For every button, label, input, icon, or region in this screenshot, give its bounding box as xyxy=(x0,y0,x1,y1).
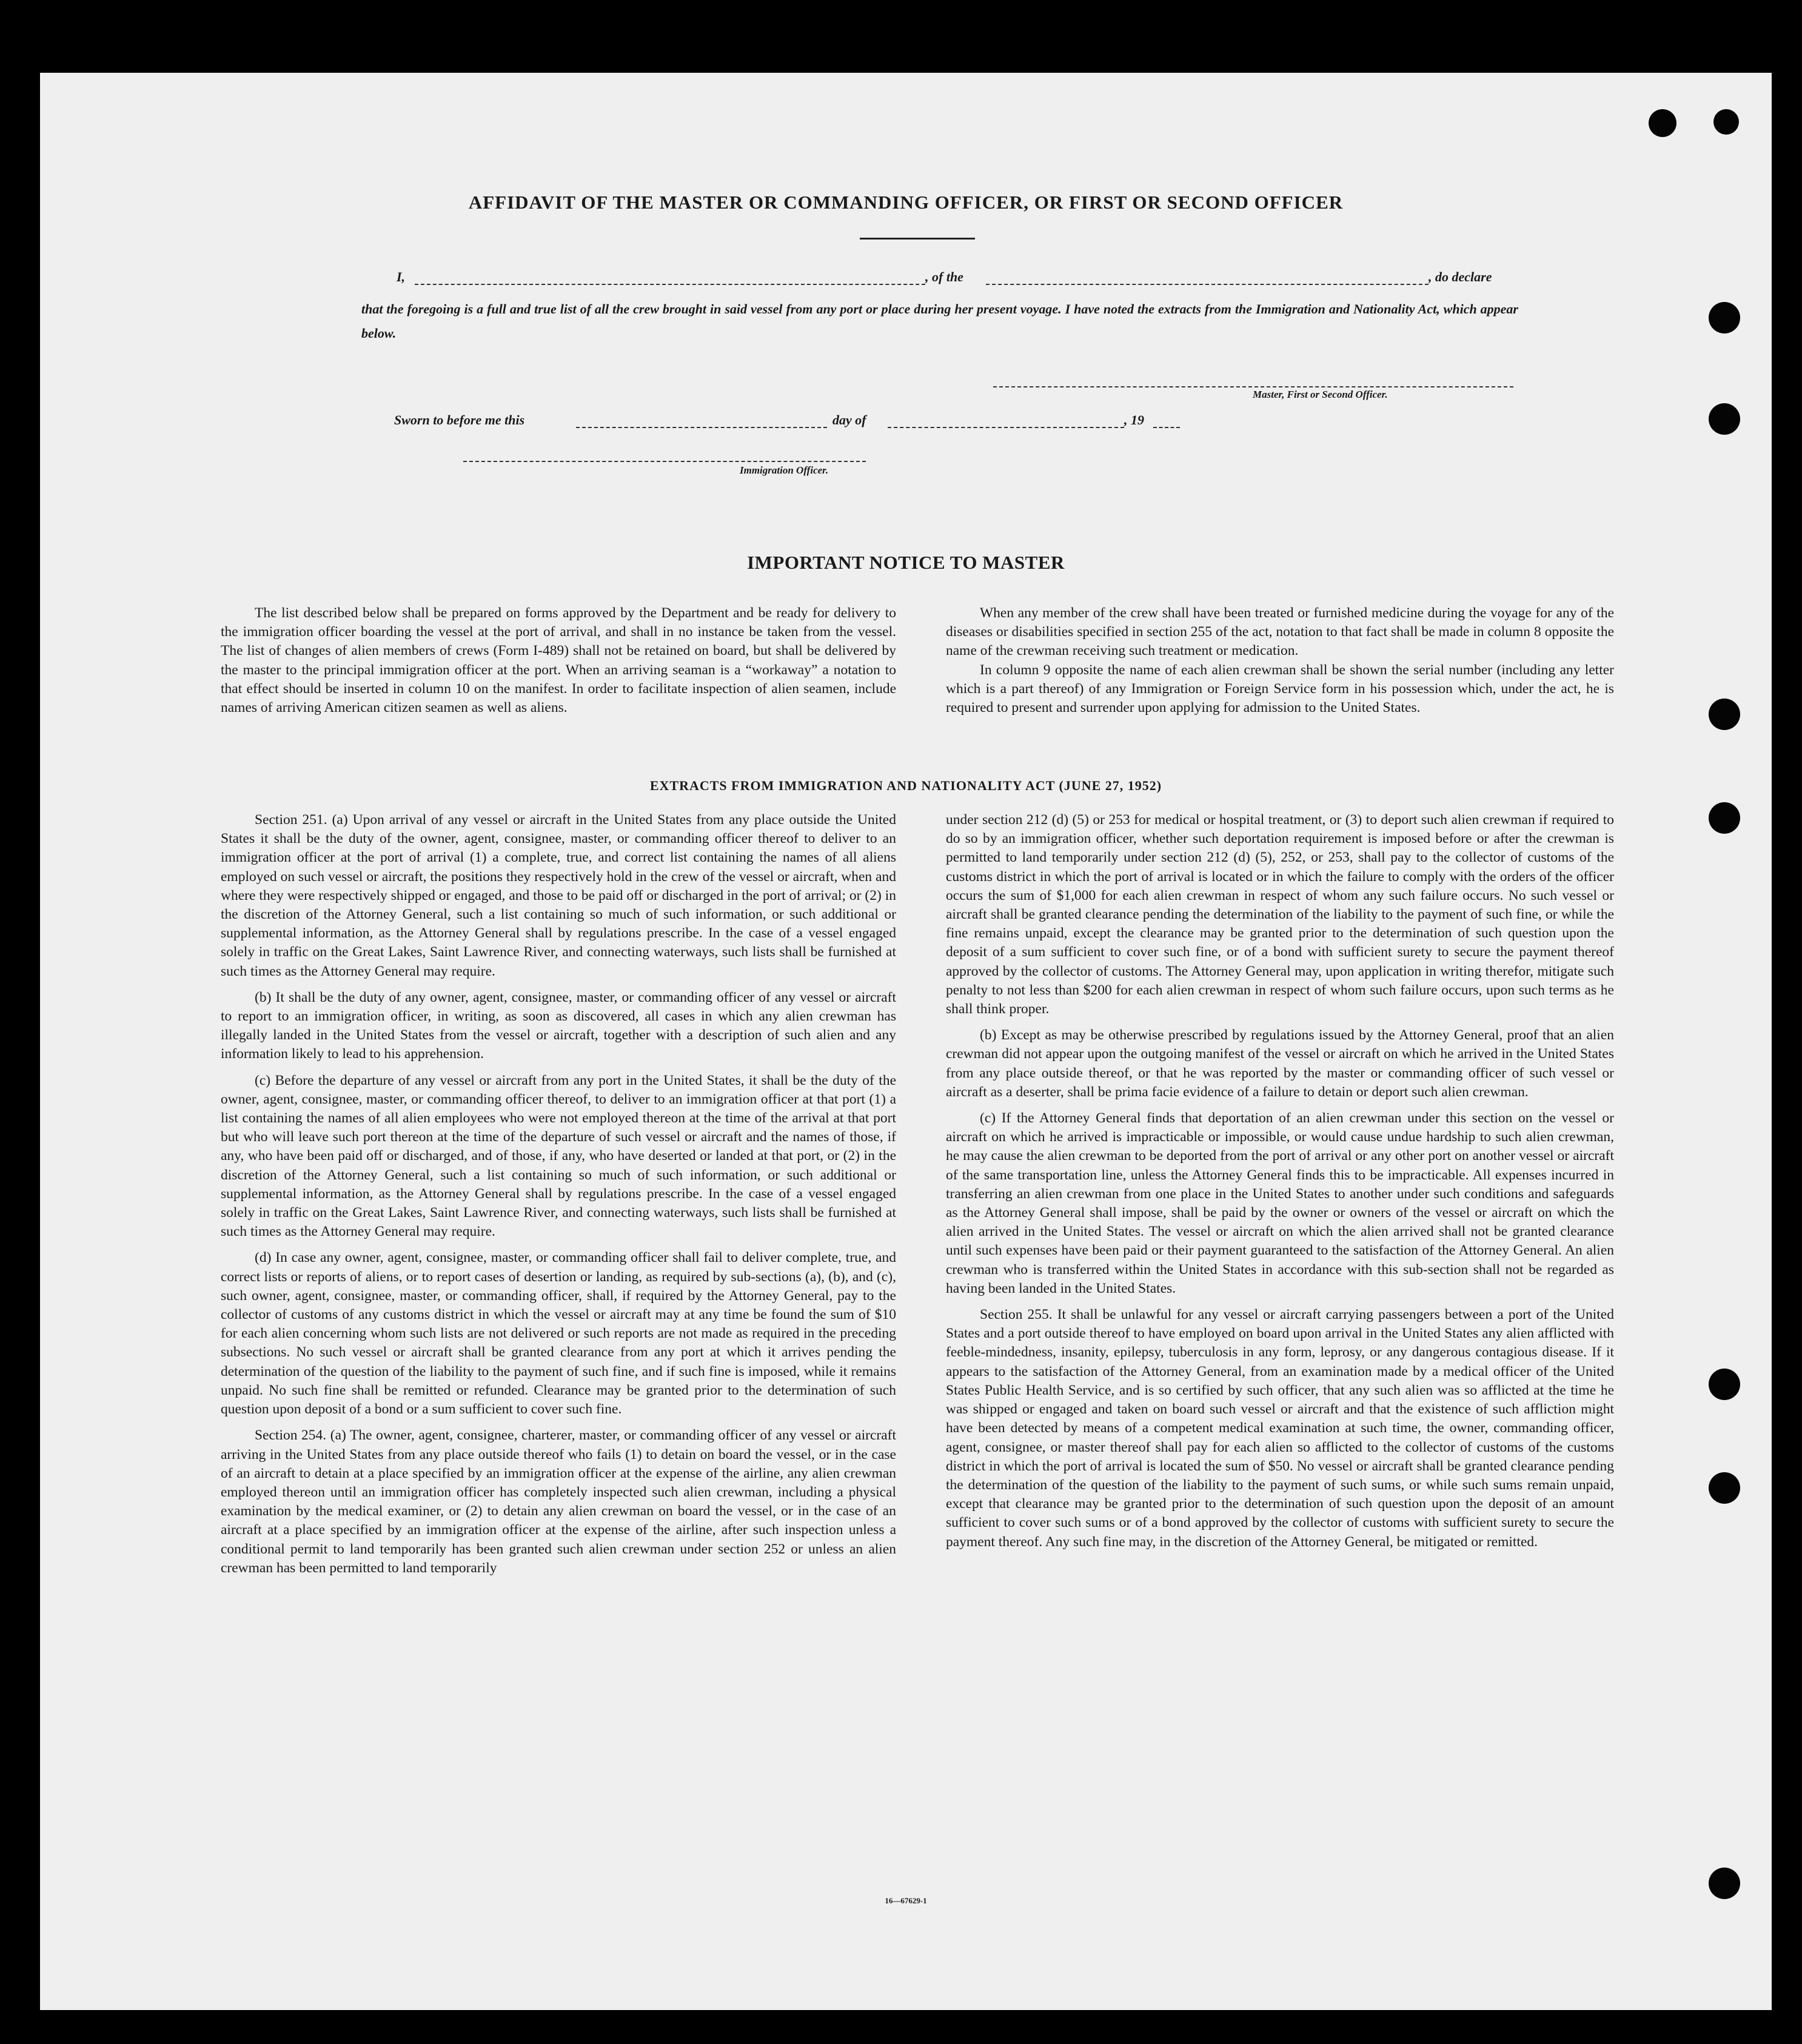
master-signature-field[interactable] xyxy=(993,386,1513,387)
extracts-right-column xyxy=(946,811,1614,1552)
affidavit-declaration: that the foregoing is a full and true list of all the crew brought in said vessel from any port or place during her present voyage. I have noted the extracts from the Immigration and Nationality Act, which appear below. xyxy=(361,301,1518,341)
officer-signature-field[interactable] xyxy=(463,461,866,462)
punch-hole xyxy=(1709,403,1740,435)
sworn-month-field[interactable] xyxy=(888,427,1124,428)
affidavit-title: AFFIDAVIT OF THE MASTER OR COMMANDING OFFICER, OR FIRST OR SECOND OFFICER xyxy=(468,192,1344,213)
punch-hole xyxy=(1709,802,1740,834)
affidavit-i-label: I, xyxy=(397,269,406,284)
affidavit-of-the-label: , of the xyxy=(925,269,963,284)
notice-left-column xyxy=(221,604,896,717)
affidavit-do-declare-label: , do declare xyxy=(1429,269,1492,284)
notice-title: IMPORTANT NOTICE TO MASTER xyxy=(747,552,1065,573)
notice-right-column xyxy=(946,604,1614,717)
sworn-year-field[interactable] xyxy=(1153,427,1180,428)
notice-paragraph: When any member of the crew shall have been treated or furnished medicine during the voyage for any of the diseases or disabilities specified in section 255 of the act, notation to that fact shall be made in column 8 opposite the name of the crewman receiving such treatment or medication. xyxy=(946,605,1614,659)
extract-paragraph: Section 254. (a) The owner, agent, consignee, charterer, master, or commanding officer of any vessel or aircraft arriving in the United States from any place outside thereof who fails (1) to detain on board the vessel, or in the case of an aircraft to detain at a place specified by an immigration officer at the expense of the airline, any alien crewman employed thereon until an immigration officer has completely inspected such alien crewman, including a physical examination by the medical examiner, or (2) to detain any alien crewman on board the vessel, or in the case of an aircraft at a place specified by an immigration officer at the expense of the airline, after such inspection unless a conditional permit to land temporarily has been granted such alien crewman under section 252 or unless an alien crewman has been permitted to land temporarily xyxy=(221,1427,896,1576)
punch-hole xyxy=(1709,1868,1740,1899)
punch-hole xyxy=(1709,1369,1740,1400)
punch-hole xyxy=(1709,1472,1740,1504)
sworn-day-field[interactable] xyxy=(576,427,827,428)
extracts-left-column xyxy=(221,811,896,1578)
punch-hole xyxy=(1709,302,1740,333)
day-of-label: day of xyxy=(832,412,866,427)
extract-paragraph: (c) Before the departure of any vessel or aircraft from any port in the United States, it shall be the duty of the owner, agent, consignee, master, or commanding officer thereof, to deliver to an immigration officer at that port (1) a list containing the names of all alien employees who were not employed thereon at the time of the arrival at that port but who will leave such port thereon at the time of the departure of such vessel or aircraft and the names of those, if any, who have been paid off or discharged, and of those, if any, who have deserted or landed at that port, or (2) in the discretion of the Attorney General, such a list containing so much of such information, or such additional or supplemental information, as the Attorney General shall by regulations prescribe. In the case of a vessel engaged solely in traffic on the Great Lakes, Saint Lawrence River, and connecting waterways, such lists shall be furnished at such times as the Attorney General may require. xyxy=(221,1072,896,1240)
vessel-field[interactable] xyxy=(986,284,1429,285)
document-page xyxy=(40,73,1772,2010)
extract-paragraph: under section 212 (d) (5) or 253 for medical or hospital treatment, or (3) to deport such alien crewman if required to do so by an immigration officer, whether such deportation requirement is imposed before or after the crewman is permitted to land temporarily under section 212 (d) (5), 252, or 253, shall pay to the collector of customs of the customs district in which the port of arrival is located or in which the failure to comply with the orders of the officer occurs the sum of $1,000 for each alien crewman in respect of whom any such failure occurs. No such vessel or aircraft shall be granted clearance pending the determination of the liability to the payment of such fine, or while the fine remains unpaid, except the clearance may be granted prior to the determination of such question upon the deposit of a sum sufficient to cover such fine, or of a bond with sufficient surety to secure the payment thereof approved by the collector of customs. The Attorney General may, upon application in writing therefor, mitigate such penalty to not less than $200 for each alien crewman in respect of whom such failure occurs, upon such terms as he shall think proper. xyxy=(946,812,1614,1017)
extract-paragraph: (d) In case any owner, agent, consignee, master, or commanding officer shall fail to deliver complete, true, and correct lists or reports of aliens, or to report cases of desertion or landing, as required by sub-sections (a), (b), and (c), such owner, agent, consignee, master, or commanding officer, shall, if required by the Attorney General, pay to the collector of customs of any customs district in which the vessel or aircraft may at any time be found the sum of $10 for each alien concerning whom such lists are not delivered or such reports are not made as required in the preceding subsections. No such vessel or aircraft shall be granted clearance from any port at which it arrives pending the determination of the question of the liability to the payment of such fine, and if such fine is imposed, while it remains unpaid. No such fine shall be remitted or refunded. Clearance may be granted prior to the determination of such question upon deposit of a bond or a sum sufficient to cover such fine. xyxy=(221,1250,896,1418)
officer-signature-label: Immigration Officer. xyxy=(740,464,829,476)
extract-paragraph: (b) It shall be the duty of any owner, agent, consignee, master, or commanding officer of any vessel or aircraft to report to an immigration officer, in writing, as soon as discovered, all cases in which any alien crewman has illegally landed in the United States from the vessel or aircraft, together with a description of such alien and any information likely to lead to his apprehension. xyxy=(221,989,896,1062)
extract-paragraph: (c) If the Attorney General finds that deportation of an alien crewman under this section on the vessel or aircraft on which he arrived is impracticable or impossible, or would cause undue hardship to such alien crewman, he may cause the alien crewman to be deported from the port of arrival or any other port on another vessel or aircraft of the same transportation line, unless the Attorney General finds this to be impracticable. All expenses incurred in transferring an alien crewman from one place in the United States to another under such conditions and safeguards as the Attorney General shall impose, shall be paid by the owner or owners of the vessel or aircraft on which the alien arrived in the United States. The vessel or aircraft on which the alien arrived shall not be granted clearance until such expenses have been paid or their payment guaranteed to the satisfaction of the Attorney General. An alien crewman who is transferred within the United States in accordance with this sub-section shall not be regarded as having been landed in the United States. xyxy=(946,1110,1614,1296)
extract-paragraph: (b) Except as may be otherwise prescribed by regulations issued by the Attorney General, proof that an alien crewman did not appear upon the outgoing manifest of the vessel or aircraft on which he arrived in the United States from any place outside thereof, or that he was reported by the master or commanding officer of such vessel or aircraft as a deserter, shall be prima facie evidence of a failure to detain or deport such alien crewman. xyxy=(946,1027,1614,1100)
master-signature-label: Master, First or Second Officer. xyxy=(1253,389,1388,400)
extract-paragraph: Section 255. It shall be unlawful for any vessel or aircraft carrying passengers between a port of the United States and a port outside thereof to have employed on board upon arrival in the United States any alien afflicted with feeble-mindedness, insanity, epilepsy, tuberculosis in any form, leprosy, or any dangerous contagious disease. If it appears to the satisfaction of the Attorney General, from an examination made by a medical officer of the United States Public Health Service, and is so certified by such officer, that any such alien was so afflicted at the time he was shipped or engaged and taken on board such vessel or aircraft and that the existence of such affliction might have been detected by means of a competent medical examination at such time, the owner, commanding officer, agent, consignee, or master thereof shall pay for each alien so afflicted to the collector of customs of the customs district in which the port of arrival is located the sum of $50. No vessel or aircraft shall be granted clearance pending the determination of the question of the liability to the payment of such sums, or while such sums remain unpaid, except that clearance may be granted prior to the determination of such question upon the deposit of an amount sufficient to cover such sums or of a bond approved by the collector of customs with sufficient surety to secure the payment thereof. Any such fine may, in the discretion of the Attorney General, be mitigated or remitted. xyxy=(946,1307,1614,1550)
extract-paragraph: Section 251. (a) Upon arrival of any vessel or aircraft in the United States from any place outside the United States it shall be the duty of the owner, agent, consignee, master, or commanding officer thereof to deliver to an immigration officer at the port of arrival (1) a complete, true, and correct list containing the names of all aliens employed on such vessel or aircraft, the positions they respectively hold in the crew of the vessel or aircraft, when and where they were respectively shipped or engaged, and those to be paid off or discharged in the port of arrival; or (2) in the discretion of the Attorney General, such a list containing so much of such information, or such additional or supplemental information, as the Attorney General shall by regulations prescribe. In the case of a vessel engaged solely in traffic on the Great Lakes, Saint Lawrence River, and connecting waterways, such lists shall be furnished at such times as the Attorney General may require. xyxy=(221,812,896,979)
punch-hole xyxy=(1649,109,1676,137)
title-divider xyxy=(860,238,975,240)
punch-hole xyxy=(1709,699,1740,730)
punch-hole xyxy=(1713,109,1739,135)
extracts-title: EXTRACTS FROM IMMIGRATION AND NATIONALITY ACT (JUNE 27, 1952) xyxy=(649,778,1162,793)
name-field[interactable] xyxy=(415,284,925,285)
year-label: , 19 xyxy=(1124,412,1144,427)
sworn-label: Sworn to before me this xyxy=(394,412,525,427)
notice-paragraph: In column 9 opposite the name of each alien crewman shall be shown the serial number (including any letter which is a part thereof) of any Immigration or Foreign Service form in his possession which, under the act, he is required to present and surrender upon applying for admission to the United States. xyxy=(946,662,1614,716)
notice-paragraph: The list described below shall be prepared on forms approved by the Department and be ready for delivery to the immigration officer boarding the vessel at the port of arrival, and shall in no instance be taken from the vessel. The list of changes of alien members of crews (Form I-489) shall not be retained on board, but shall be delivered by the master to the principal immigration officer at the port. When an arriving seaman is a “workaway” a notation to that effect should be inserted in column 10 on the manifest. In order to facilitate inspection of alien seamen, include names of arriving American citizen seamen as well as aliens. xyxy=(221,605,896,716)
form-code: 16—67629-1 xyxy=(885,1896,927,1905)
